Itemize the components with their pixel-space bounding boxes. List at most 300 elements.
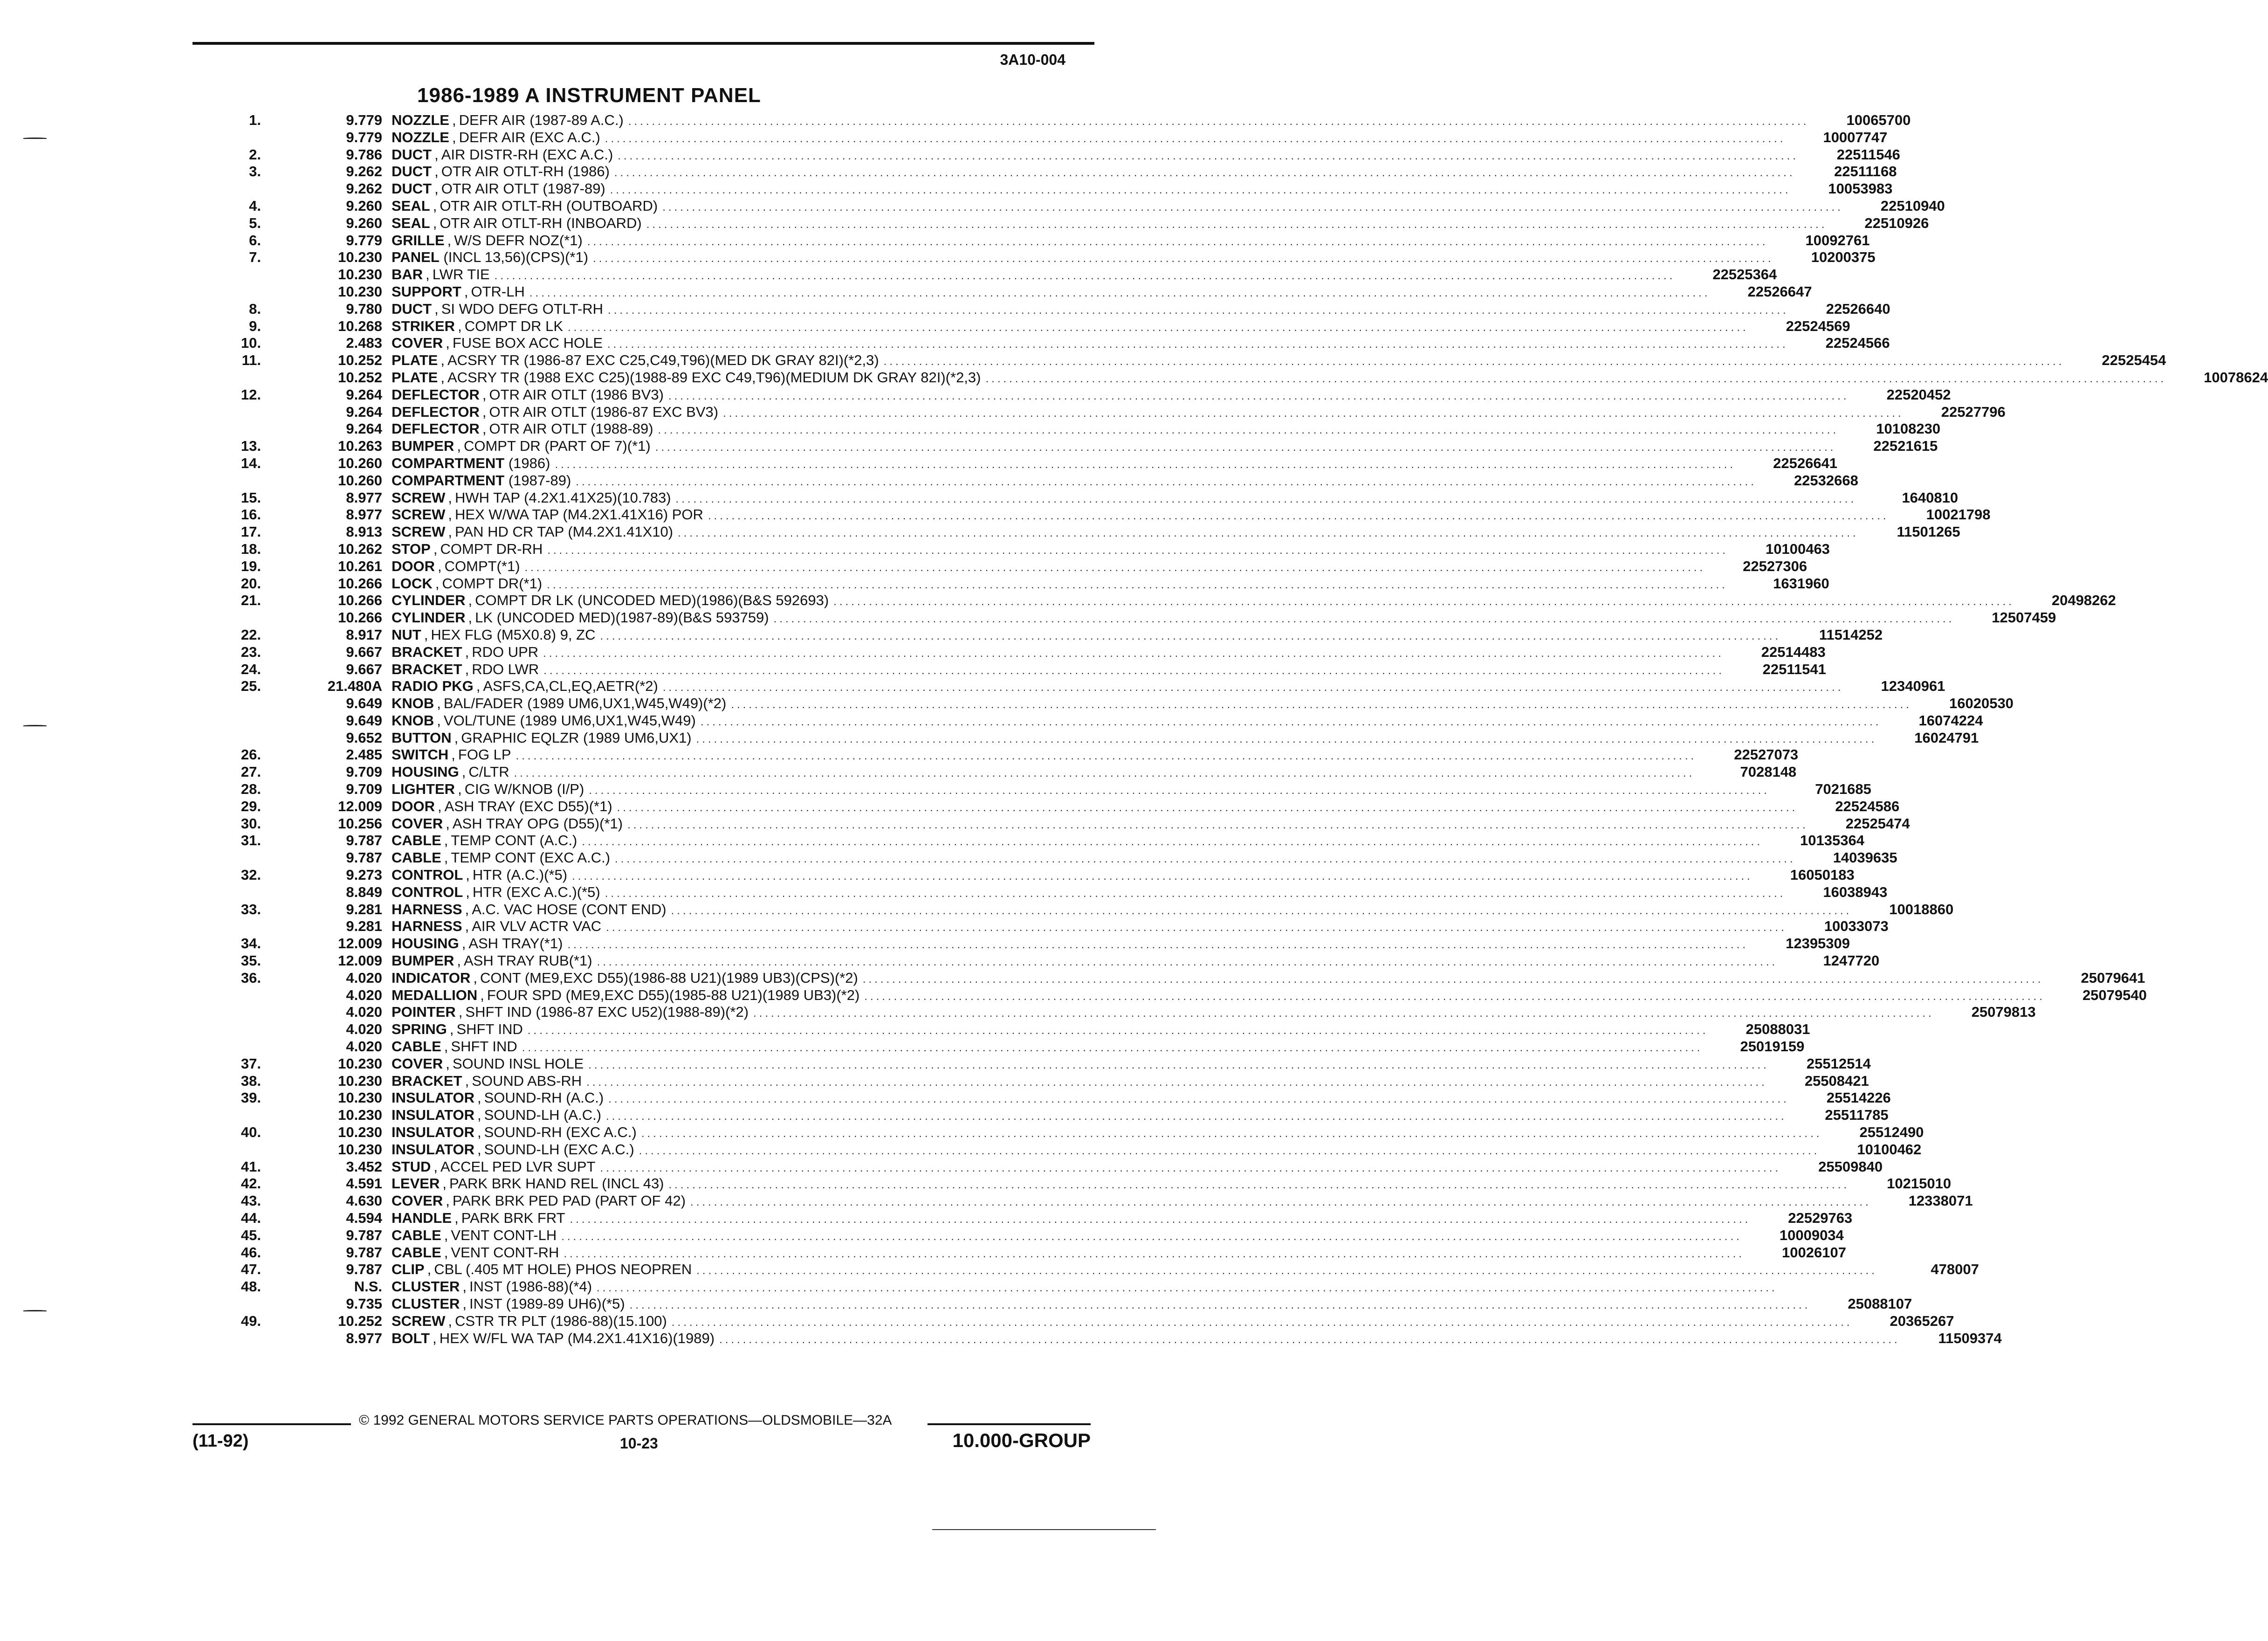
part-number: 478007 [1931,1261,1979,1278]
leader-dots: ........................................................................................................................................................................................................ [515,750,1697,763]
part-description [392,575,1736,594]
leader-dots: ........................................................................................................................................................................................................ [833,595,2014,608]
item-number: 25. [241,678,261,695]
leader-dots: ........................................................................................................................................................................................................ [576,475,1757,488]
name-separator: , [454,1210,459,1226]
binder-hole-mark [23,725,47,726]
part-detail: RDO UPR [472,643,539,660]
part-number: 10018860 [1889,901,1954,917]
parts-row [205,1021,1810,1038]
scan-artifact-line [932,1529,1156,1530]
leader-dots: ........................................................................................................................................................................................................ [588,1058,1769,1071]
parts-row [205,849,1897,867]
part-description [392,472,1765,491]
name-separator: , [465,661,469,677]
group-number: 12.009 [338,952,382,969]
name-separator: , [447,232,452,248]
part-detail: VENT CONT-LH [451,1227,557,1243]
part-detail: (INCL 13,56)(CPS)(*1) [443,249,589,266]
parts-row [205,592,2116,609]
group-number: 10.268 [338,317,382,334]
part-number: 12338071 [1908,1193,1973,1209]
part-name: CABLE [392,1038,441,1055]
group-number: 9.787 [346,1261,382,1278]
part-description [392,1073,1776,1091]
parts-row [205,352,2166,369]
item-number: 27. [241,764,261,780]
parts-row [205,1244,1846,1262]
part-description [392,849,1804,868]
group-number: 10.252 [338,369,382,386]
name-separator: , [444,832,448,849]
leader-dots: ........................................................................................................................................................................................................ [723,407,1904,420]
name-separator: , [451,746,455,763]
part-description [392,1107,1795,1125]
part-name: DEFLECTOR [392,403,480,420]
name-separator: , [452,129,456,145]
part-description [392,867,1761,885]
part-detail: ASH TRAY OPG (D55)(*1) [452,815,623,832]
part-number: 14039635 [1833,849,1897,866]
group-number: 4.020 [346,1038,382,1055]
leader-dots: ........................................................................................................................................................................................................ [572,870,1753,883]
part-detail: COMPT DR (PART OF 7)(*1) [463,438,651,455]
part-description [392,404,1912,422]
part-description [392,781,1778,800]
part-number: 10108230 [1876,421,1941,437]
part-number: 10092761 [1805,232,1870,248]
part-number: 22520452 [1886,386,1951,403]
part-name: DUCT [392,163,432,180]
parts-row [205,1175,1952,1193]
part-name: COVER [392,815,443,832]
item-number: 23. [241,643,261,660]
name-separator: , [457,952,461,969]
parts-row [205,1038,1805,1055]
part-description [392,146,1807,165]
part-name: INSULATOR [392,1089,474,1106]
leader-dots: ........................................................................................................................................................................................................ [543,647,1724,660]
item-number: 17. [241,524,261,540]
leader-dots: ........................................................................................................................................................................................................ [690,1196,1871,1209]
part-detail: DEFR AIR (1987-89 A.C.) [459,112,624,128]
part-number: 20365267 [1890,1312,1954,1329]
leader-dots: ........................................................................................................................................................................................................ [618,149,1799,162]
parts-row [205,403,2006,421]
parts-row [205,609,2056,627]
part-description [392,627,1789,645]
part-number: 22514483 [1761,643,1826,660]
part-detail: PARK BRK PED PAD (PART OF 42) [452,1193,686,1209]
part-detail: (1987-89) [508,472,571,489]
group-number: 10.256 [338,815,382,832]
part-number: 22511541 [1762,661,1826,677]
part-description [392,644,1732,662]
item-number: 37. [241,1055,261,1072]
part-detail: LK (UNCODED MED)(1987-89)(B&S 593759) [475,609,769,626]
part-name: BUMPER [392,438,454,455]
item-number: 1. [249,112,261,128]
name-separator: , [482,403,487,420]
name-separator: , [476,678,481,695]
name-separator: , [461,935,466,952]
binder-hole-mark [23,138,47,139]
group-number: 4.594 [346,1210,382,1226]
part-detail: OTR AIR OTLT (1988-89) [489,421,653,437]
part-description [392,832,1771,851]
part-detail: INST (1986-88)(*4) [469,1278,592,1295]
part-number: 7028148 [1740,764,1797,780]
part-name: STUD [392,1158,431,1175]
part-number: 25079813 [1971,1004,2036,1020]
part-description [392,1158,1789,1177]
leader-dots: ........................................................................................................................................................................................................ [593,252,1774,265]
name-separator: , [444,1227,448,1243]
part-detail: AIR VLV ACTR VAC [472,918,602,935]
part-detail: OTR AIR OTLT-RH (INBOARD) [440,214,642,231]
leader-dots: ........................................................................................................................................................................................................ [606,1110,1787,1123]
group-number: 12.009 [338,935,382,952]
group-number: 9.264 [346,421,382,437]
item-number: 49. [241,1312,261,1329]
part-number: 22527306 [1743,558,1808,574]
part-name: CABLE [392,1244,441,1261]
parts-row [205,883,1888,901]
part-detail: INST (1989-89 UH6)(*5) [469,1295,625,1312]
part-number: 22525474 [1845,815,1910,832]
leader-dots: ........................................................................................................................................................................................................ [514,767,1695,780]
part-detail: SHFT IND [456,1021,523,1038]
item-number: 6. [249,232,261,248]
part-description [392,455,1744,474]
leader-dots: ........................................................................................................................................................................................................ [494,269,1676,283]
parts-row [205,146,1900,164]
parts-row [205,1107,1889,1124]
group-number: 9.779 [346,232,382,248]
part-name: GRILLE [392,232,445,248]
leader-dots: ........................................................................................................................................................................................................ [587,235,1768,248]
part-description [392,987,2054,1006]
part-detail: ASH TRAY (EXC D55)(*1) [444,798,612,814]
leader-dots: ........................................................................................................................................................................................................ [985,372,2167,385]
part-name: CLUSTER [392,1295,460,1312]
leader-dots: ........................................................................................................................................................................................................ [628,115,1809,128]
part-name: DUCT [392,300,432,317]
name-separator: , [442,1175,447,1192]
parts-row [205,369,2268,386]
group-number: 9.735 [346,1295,382,1312]
parts-row [205,232,1870,249]
part-detail: HEX W/FL WA TAP (M4.2X1.41X16)(1989) [439,1330,715,1346]
part-detail: SOUND-LH (A.C.) [484,1107,602,1124]
group-number: 10.252 [338,352,382,369]
leader-dots: ........................................................................................................................................................................................................ [646,218,1828,231]
part-name: SEAL [392,197,430,214]
parts-row [205,1295,1912,1313]
leader-dots: ........................................................................................................................................................................................................ [547,544,1728,557]
parts-row [205,386,1951,404]
part-number: 10065700 [1846,112,1911,128]
part-name: SPRING [392,1021,447,1038]
item-number: 20. [241,575,261,592]
parts-row [205,1072,1869,1090]
part-number: 22511168 [1834,163,1897,180]
part-number: 12507459 [1992,609,2056,626]
part-number: 22526647 [1747,283,1812,300]
part-detail: ASH TRAY RUB(*1) [463,952,592,969]
part-detail: CSTR TR PLT (1986-88)(15.100) [455,1312,667,1329]
group-number: 8.913 [346,524,382,540]
parts-row [205,163,1897,180]
part-description [392,1210,1759,1228]
item-number: 44. [241,1210,261,1226]
part-description [392,695,1920,714]
part-name: INDICATOR [392,969,471,986]
part-name: DEFLECTOR [392,386,480,403]
name-separator: , [449,1021,454,1038]
part-number: 11509374 [1938,1330,2002,1346]
item-number: 32. [241,867,261,883]
part-name: SCREW [392,489,446,506]
leader-dots: ........................................................................................................................................................................................................ [597,956,1778,969]
item-number: 36. [241,969,261,986]
part-detail: OTR AIR OTLT-RH (1986) [441,163,610,180]
item-number: 43. [241,1193,261,1209]
leader-dots: ........................................................................................................................................................................................................ [658,424,1839,437]
part-detail: SOUND-RH (A.C.) [484,1089,604,1106]
part-number: 25079641 [2081,969,2145,986]
part-detail: COMPT DR LK (UNCODED MED)(1986)(B&S 592693) [475,592,829,609]
group-number: 9.260 [346,214,382,231]
name-separator: , [433,214,437,231]
name-separator: , [446,1055,450,1072]
part-number: 10078624 [2204,369,2268,386]
part-description [392,730,1885,748]
parts-row [205,643,1826,661]
part-description [392,884,1794,903]
part-name: MEDALLION [392,986,478,1003]
part-name: CONTROL [392,867,463,883]
part-name: DUCT [392,180,432,197]
part-name: CYLINDER [392,609,466,626]
leader-dots: ........................................................................................................................................................................................................ [627,818,1808,831]
leader-dots: ........................................................................................................................................................................................................ [600,1161,1781,1174]
part-number: 11514252 [1819,626,1883,643]
leader-dots: ........................................................................................................................................................................................................ [607,338,1788,351]
part-detail: TEMP CONT (EXC A.C.) [451,849,611,866]
part-description [392,1227,1751,1246]
page-title: 1986-1989 A INSTRUMENT PANEL [417,84,761,107]
leader-dots: ........................................................................................................................................................................................................ [639,1144,1820,1157]
parts-row [205,472,1858,490]
leader-dots: ........................................................................................................................................................................................................ [617,801,1798,814]
group-number: 9.787 [346,1244,382,1261]
item-number: 2. [249,146,261,163]
part-description [392,335,1797,353]
group-number: 2.485 [346,746,382,763]
part-number: 16024791 [1914,729,1979,746]
parts-row [205,112,1911,129]
item-number: 8. [249,300,261,317]
parts-row [205,781,1871,798]
part-detail: SOUND-LH (EXC A.C.) [484,1141,634,1158]
name-separator: , [448,1312,453,1329]
leader-dots: ........................................................................................................................................................................................................ [522,1041,1703,1055]
part-detail: ACCEL PED LVR SUPT [440,1158,596,1175]
leader-dots: ........................................................................................................................................................................................................ [561,1230,1742,1243]
part-name: CABLE [392,1227,441,1243]
leader-dots: ........................................................................................................................................................................................................ [668,1179,1850,1192]
group-number: N.S. [354,1278,382,1295]
group-number: 10.261 [338,558,382,574]
part-number: 25511785 [1825,1107,1889,1124]
footer-rule-right [928,1423,1091,1425]
part-number: 22526641 [1773,455,1838,471]
name-separator: , [462,1295,467,1312]
name-separator: , [444,849,448,866]
part-description [392,901,1860,920]
leader-dots: ........................................................................................................................................................................................................ [605,887,1786,900]
item-number: 18. [241,540,261,557]
part-description [392,438,1844,456]
item-number: 13. [241,438,261,455]
item-number: 41. [241,1158,261,1175]
group-number: 9.667 [346,643,382,660]
leader-dots: ........................................................................................................................................................................................................ [668,389,1849,402]
parts-row [205,815,1910,833]
part-name: NOZZLE [392,129,449,145]
group-number: 4.020 [346,1004,382,1020]
parts-row [205,197,1945,215]
footer-copyright: © 1992 GENERAL MOTORS SERVICE PARTS OPERATIONS—OLDSMOBILE—32A [359,1413,892,1428]
parts-row [205,1158,1883,1176]
parts-row [205,129,1888,146]
leader-dots: ........................................................................................................................................................................................................ [641,1127,1822,1140]
name-separator: , [465,1072,469,1089]
leader-dots: ........................................................................................................................................................................................................ [589,784,1770,797]
part-name: SWITCH [392,746,449,763]
parts-row [205,1210,1853,1227]
parts-row [205,1055,1871,1073]
group-number: 12.009 [338,798,382,814]
name-separator: , [434,163,439,180]
parts-row [205,1312,1954,1330]
leader-dots: ........................................................................................................................................................................................................ [719,1333,1900,1346]
item-number: 9. [249,317,261,334]
parts-row [205,1330,2002,1347]
name-separator: , [454,729,459,746]
part-description [392,918,1795,937]
parts-row [205,558,1808,575]
part-description [392,352,2073,371]
leader-dots: ........................................................................................................................................................................................................ [570,1213,1751,1226]
name-separator: , [466,867,470,883]
part-number: 22511546 [1836,146,1900,163]
part-number: 22527073 [1734,746,1799,763]
item-number: 14. [241,455,261,471]
name-separator: , [446,1193,450,1209]
part-description [392,215,1835,234]
part-description [392,249,1782,268]
item-number: 21. [241,592,261,609]
name-separator: , [440,369,445,386]
part-name: CABLE [392,849,441,866]
part-detail: SOUND ABS-RH [472,1072,582,1089]
name-separator: , [444,1244,448,1261]
part-number: 10200375 [1811,249,1876,266]
part-description [392,1038,1711,1057]
part-description [392,970,2052,988]
part-detail: FOG LP [458,746,511,763]
group-number: 9.649 [346,712,382,729]
name-separator: , [477,1124,481,1141]
parts-row [205,540,1830,558]
leader-dots: ........................................................................................................................................................................................................ [883,355,2065,368]
part-number: 10215010 [1887,1175,1952,1192]
leader-dots: ........................................................................................................................................................................................................ [586,1076,1767,1089]
parts-row [205,695,2014,712]
group-number: 9.786 [346,146,382,163]
part-description [392,163,1804,182]
group-number: 4.591 [346,1175,382,1192]
group-number: 9.787 [346,1227,382,1243]
item-number: 35. [241,952,261,969]
parts-row [205,266,1777,283]
group-number: 8.977 [346,1330,382,1346]
part-number: 10009034 [1779,1227,1844,1243]
group-number: 9.281 [346,918,382,935]
footer-rule-left [192,1423,351,1425]
part-number: 10100463 [1766,540,1830,557]
leader-dots: ........................................................................................................................................................................................................ [582,835,1763,848]
name-separator: , [427,1261,432,1278]
parts-row [205,935,1850,952]
name-separator: , [435,575,440,592]
parts-row [205,712,1983,730]
part-description [392,712,1890,731]
name-separator: , [433,1330,437,1346]
parts-row [205,438,1938,455]
item-number: 31. [241,832,261,849]
part-detail: COMPT DR LK [464,317,563,334]
group-number: 10.260 [338,455,382,471]
part-number: 25079540 [2082,986,2147,1003]
item-number: 12. [241,386,261,403]
group-number: 9.779 [346,112,382,128]
part-detail: LWR TIE [432,266,490,283]
part-detail: SOUND INSL HOLE [452,1055,584,1072]
group-number: 9.787 [346,832,382,849]
part-number: 22521615 [1873,438,1938,455]
name-separator: , [433,1158,438,1175]
item-number: 47. [241,1261,261,1278]
part-number: 12395309 [1786,935,1850,952]
part-number: 22510926 [1864,214,1929,231]
name-separator: , [433,197,437,214]
leader-dots: ........................................................................................................................................................................................................ [524,561,1706,574]
name-separator: , [458,1004,463,1020]
part-name: CLUSTER [392,1278,460,1295]
group-number: 8.977 [346,489,382,506]
parts-row [205,1089,1891,1107]
part-name: HARNESS [392,918,462,935]
part-detail: HEX W/WA TAP (M4.2X1.41X16) POR [455,506,703,523]
name-separator: , [465,901,469,917]
leader-dots: ........................................................................................................................................................................................................ [543,664,1725,677]
item-number: 40. [241,1124,261,1141]
leader-dots: ........................................................................................................................................................................................................ [597,1282,1778,1295]
group-number: 10.230 [338,249,382,266]
